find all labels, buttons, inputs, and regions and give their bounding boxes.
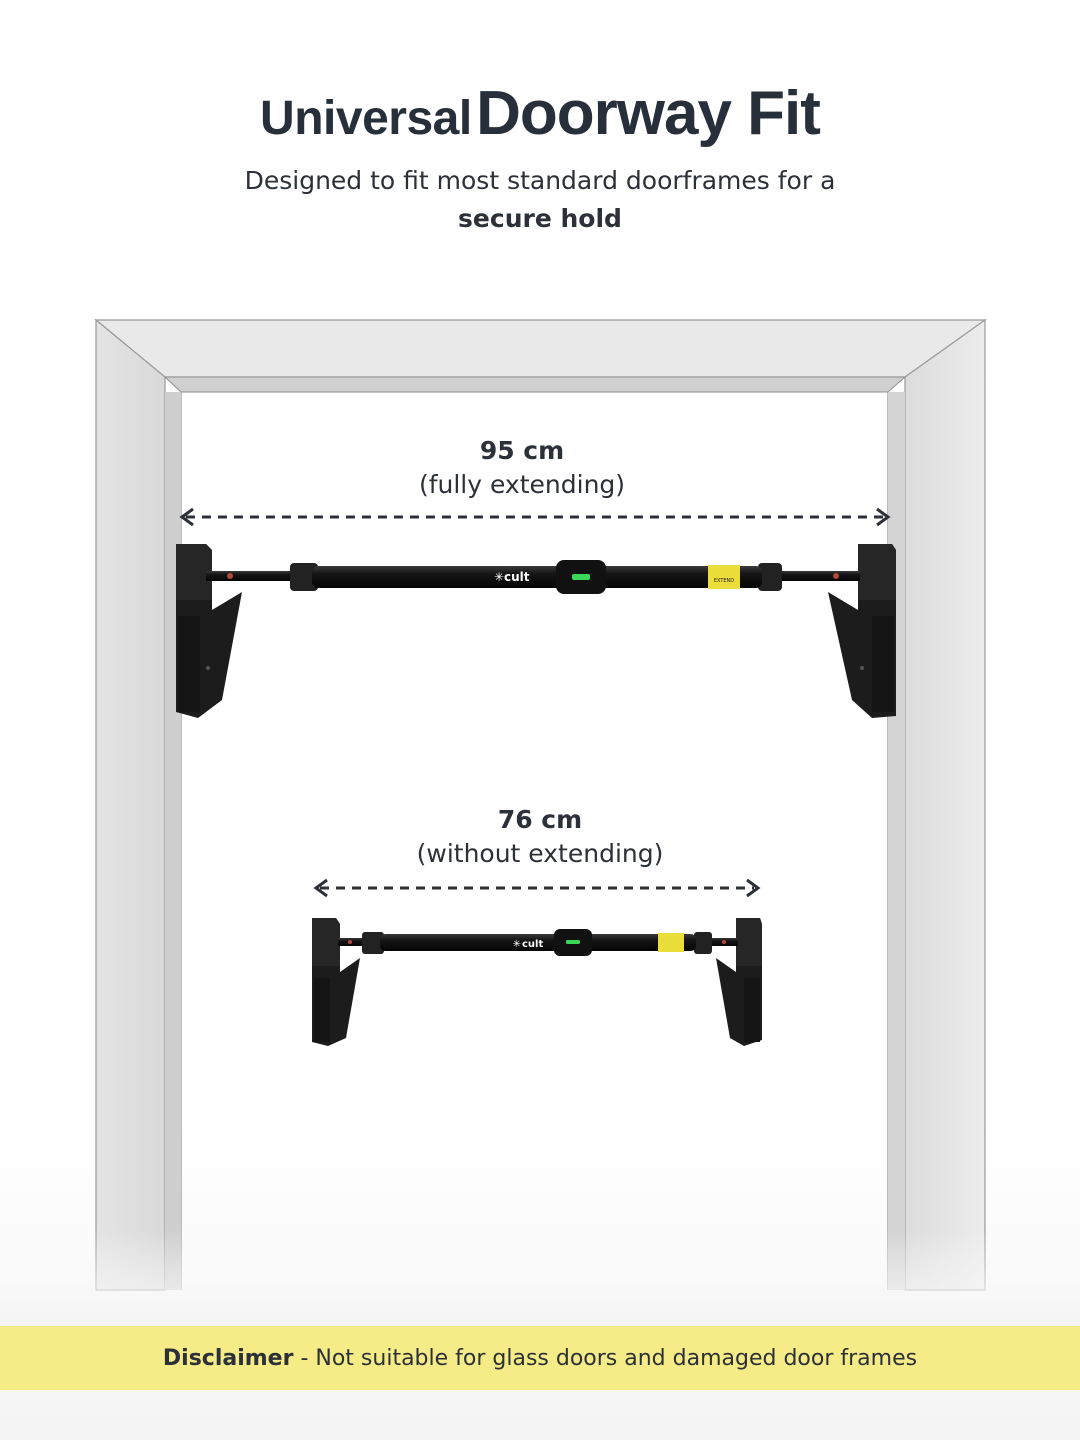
measurement-extended xyxy=(322,434,722,502)
disclaimer-text: Not suitable for glass doors and damaged door frames xyxy=(315,1345,918,1371)
pullup-bar-retracted xyxy=(312,918,762,1046)
title-bold: Doorway Fit xyxy=(476,79,820,148)
measurement-retracted xyxy=(340,803,740,871)
frame-right-trim xyxy=(905,320,985,1290)
extended-arrow xyxy=(182,509,888,525)
brand-logo-text: cult xyxy=(504,570,530,584)
disclaimer-separator: - xyxy=(293,1345,316,1371)
disclaimer-banner xyxy=(0,1326,1080,1390)
brand-asterisk-icon-small: ✳ xyxy=(512,939,521,950)
title-light: Universal xyxy=(260,92,472,145)
brand-asterisk-icon: ✳ xyxy=(493,570,504,584)
brand-logo-text-small: cult xyxy=(522,939,544,950)
retracted-value: 76 cm xyxy=(497,805,583,834)
subtitle-line1: Designed to fit most standard doorframes for a xyxy=(244,166,836,195)
frame-top-trim xyxy=(96,320,985,377)
disclaimer-label: Disclaimer xyxy=(162,1345,294,1371)
pullup-bar-extended xyxy=(176,544,896,718)
extended-value: 95 cm xyxy=(479,436,565,465)
frame-inner-jamb xyxy=(165,377,905,392)
subtitle-line2: secure hold xyxy=(458,204,622,233)
retracted-note: (without extending) xyxy=(416,839,664,868)
extended-note: (fully extending) xyxy=(418,470,626,499)
frame-left-trim xyxy=(96,320,165,1290)
extend-label: EXTEND xyxy=(713,578,735,584)
retracted-arrow xyxy=(316,880,758,896)
